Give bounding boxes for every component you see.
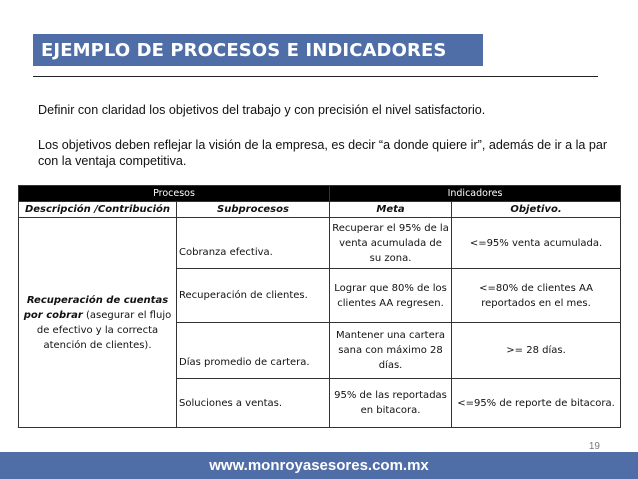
meta-cell: Mantener una cartera sana con máximo 28 días. [330,323,452,379]
objetivo-cell: <=95% venta acumulada. [452,218,621,269]
process-indicators-table [18,185,621,428]
column-header-meta: Meta [330,202,452,218]
description-bold: Recuperación de cuentas por cobrar [23,294,169,321]
footer-bar [0,452,638,479]
group-header-row [19,186,621,202]
subproceso-cell: Días promedio de cartera. [177,323,330,379]
title-divider [33,76,598,77]
description-rest: (asegurar el flujo de efectivo y la correcta atención de clientes). [36,309,172,351]
footer-url: www.monroyasesores.com.mx [209,457,429,474]
intro-paragraph: Definir con claridad los objetivos del trabajo y con precisión el nivel satisfactorio. [38,103,486,117]
slide-title: EJEMPLO DE PROCESOS E INDICADORES [41,39,447,61]
subproceso-cell: Cobranza efectiva. [177,218,330,269]
meta-cell: Recuperar el 95% de la venta acumulada de su zona. [330,218,452,269]
subproceso-cell: Soluciones a ventas. [177,379,330,428]
column-header-descripcion: Descripción /Contribución [19,202,177,218]
group-header-indicadores: Indicadores [330,186,621,202]
objetivo-cell: <=95% de reporte de bitacora. [452,379,621,428]
group-header-procesos: Procesos [19,186,330,202]
column-header-row [19,202,621,218]
subproceso-cell: Recuperación de clientes. [177,269,330,323]
description-cell [19,218,177,428]
meta-cell: 95% de las reportadas en bitacora. [330,379,452,428]
column-header-subprocesos: Subprocesos [177,202,330,218]
meta-cell: Lograr que 80% de los clientes AA regresen. [330,269,452,323]
page-number: 19 [588,441,600,452]
column-header-objetivo: Objetivo. [452,202,621,218]
objectives-paragraph: Los objetivos deben reflejar la visión de la empresa, es decir “a donde quiere ir”, además de ir a la par con la ventaja competitiva. [38,138,608,168]
table-row [19,218,621,269]
objetivo-cell: >= 28 días. [452,323,621,379]
objetivo-cell: <=80% de clientes AA reportados en el mes. [452,269,621,323]
title-bar [33,34,483,66]
